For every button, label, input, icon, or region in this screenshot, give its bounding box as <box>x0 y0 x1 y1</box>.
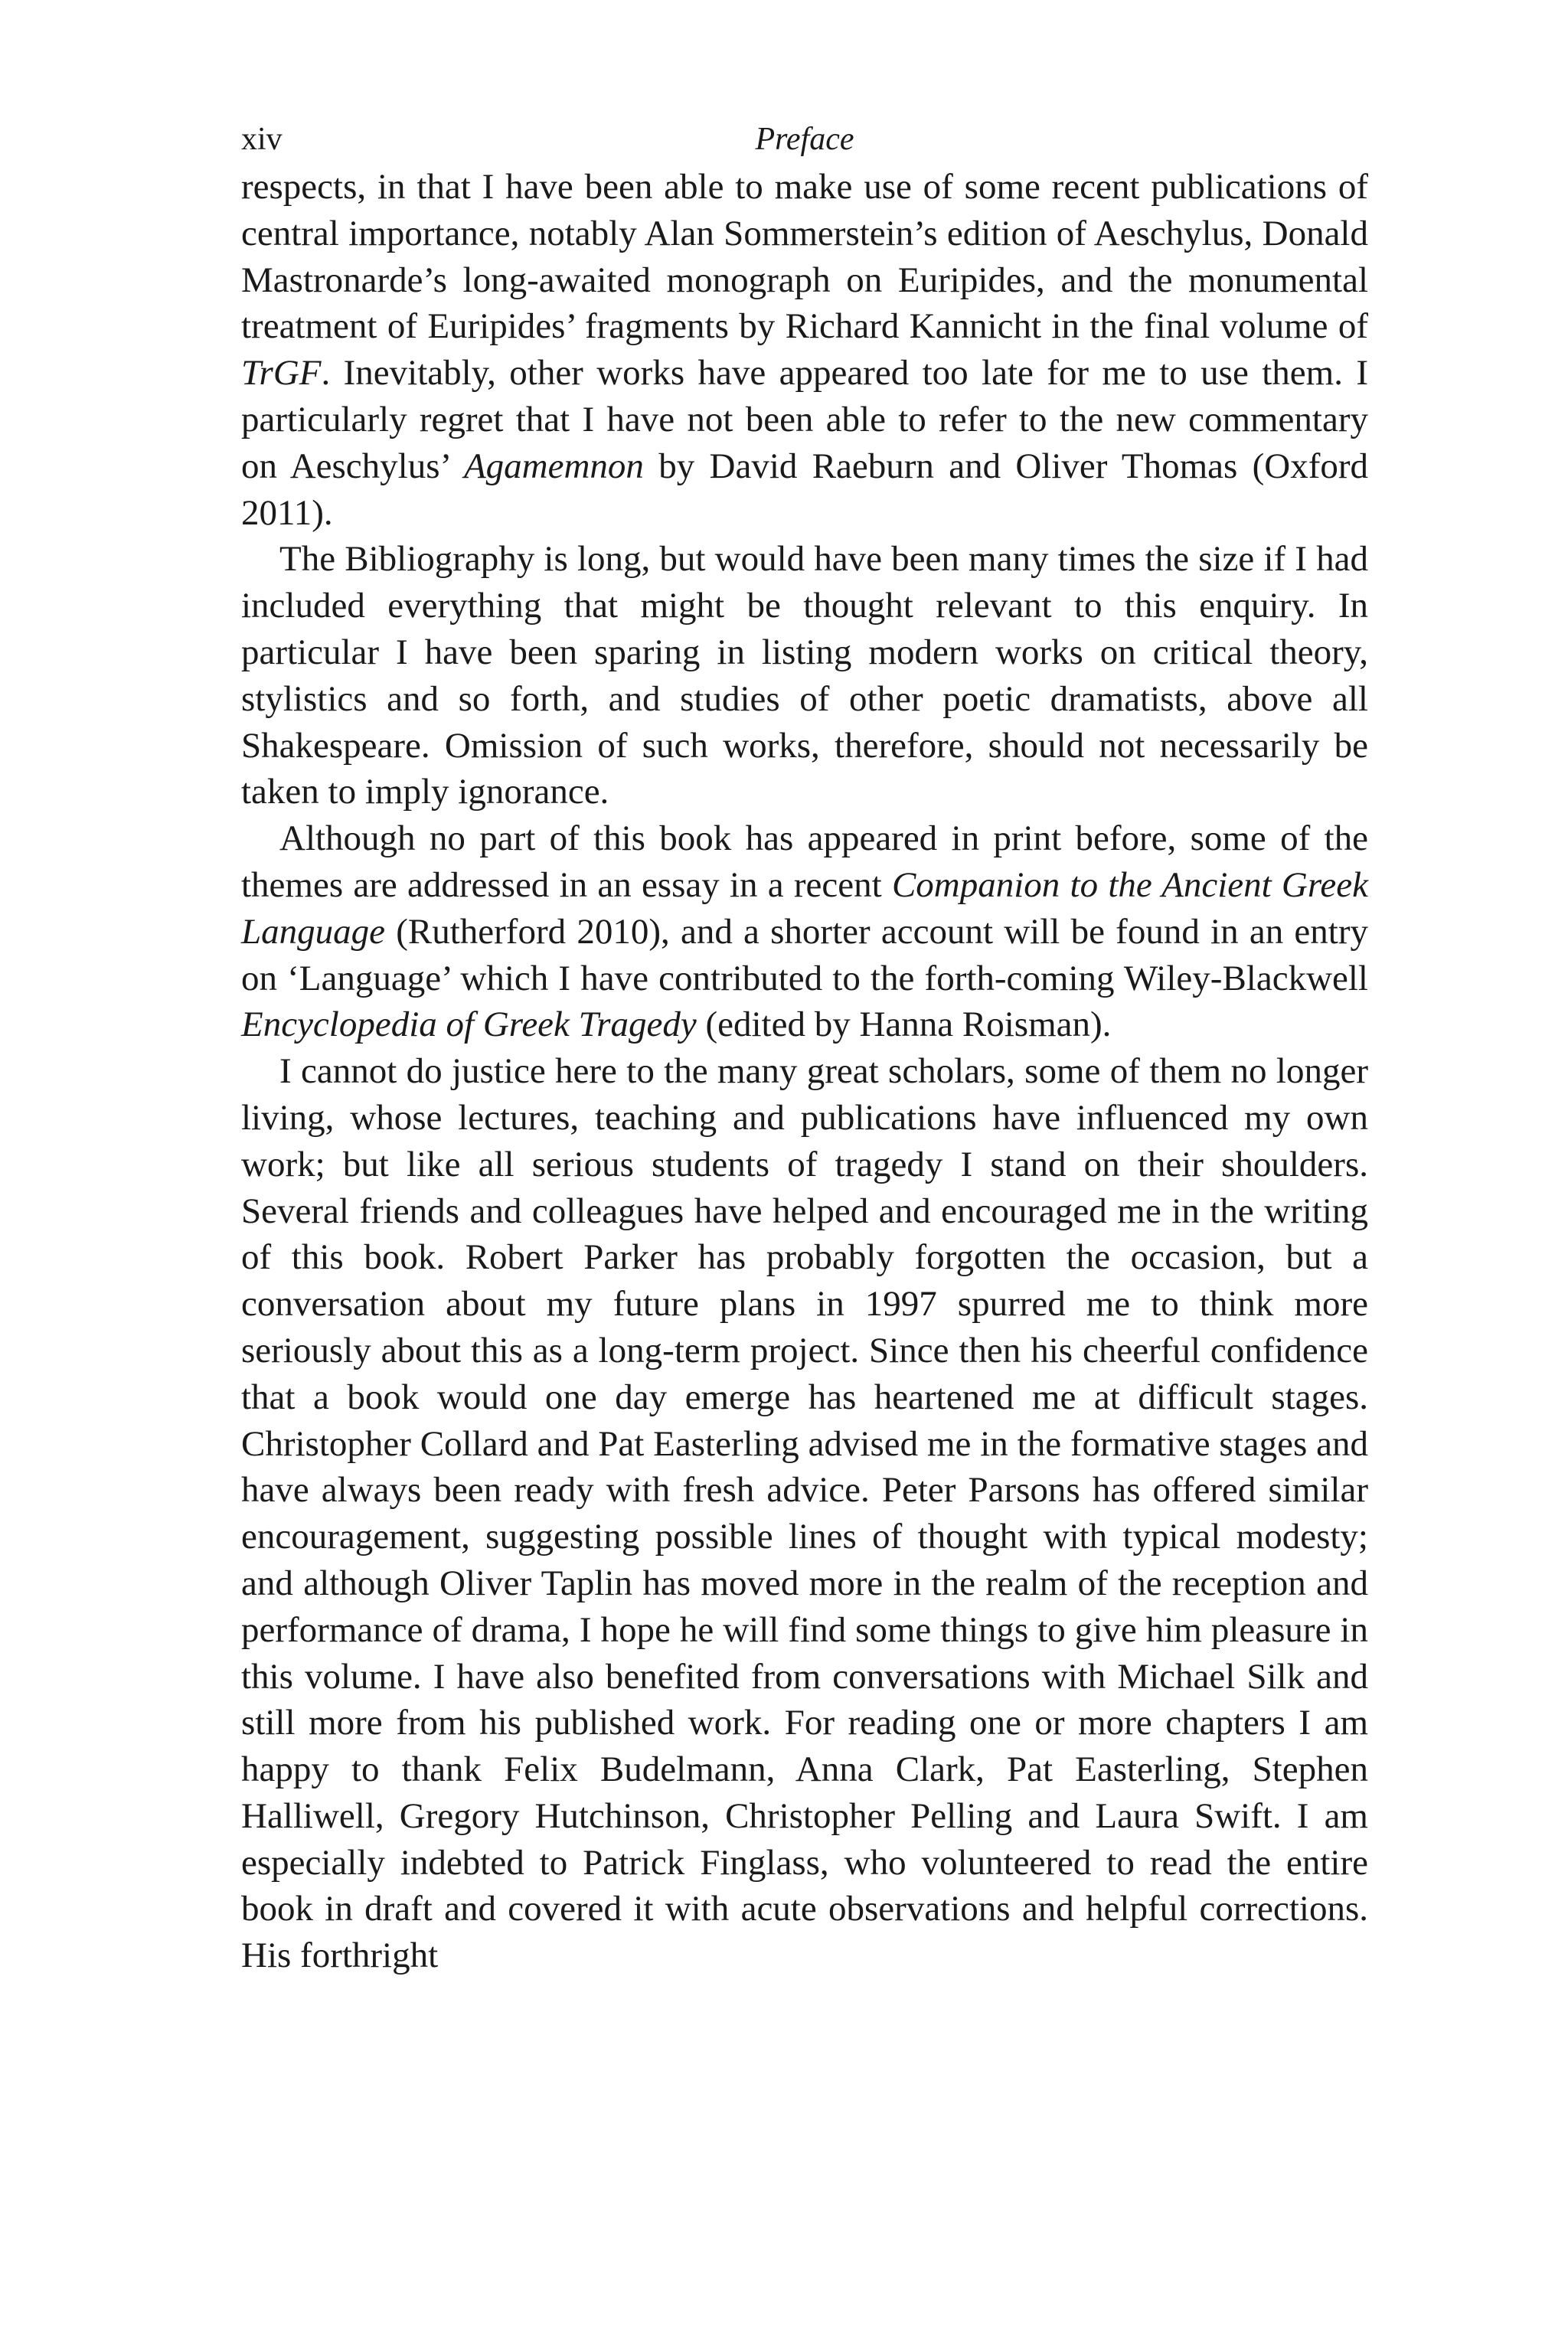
text-segment: respects, in that I have been able to make use of some recent publications of central importance, notably Alan Sommerstein’s edition of Aeschylus, Donald Mastronarde’s long-awaited monograph on Euripides, and the monumental treatment of Euripides’ fragments by Richard Kannicht in the final volume of <box>241 167 1368 347</box>
running-head <box>241 115 1368 164</box>
body-text <box>241 164 1368 1979</box>
text-segment: Although no part of this book has appeared in print before, some of the themes are addressed in an essay in a recent <box>241 818 1368 905</box>
paragraph-1 <box>241 164 1368 536</box>
text-segment: by David Raeburn and Oliver Thomas (Oxford 2011). <box>241 446 1368 533</box>
text-segment: I cannot do justice here to the many great scholars, some of them no longer living, whose lectures, teaching and publications have influenced my own work; but like all serious students of tragedy I stand on their shoulders. Several friends and colleagues have helped and encouraged me in the writing of this book. Robert Parker has probably forgotten the occasion, but a conversation about my future plans in 1997 spurred me to think more seriously about this as a long-term project. Since then his cheerful confidence that a book would one day emerge has heartened me at difficult stages. Christopher Collard and Pat Easterling advised me in the formative stages and have always been ready with fresh advice. Peter Parsons has offered similar encouragement, suggesting possible lines of thought with typical modesty; and although Oliver Taplin has moved more in the realm of the reception and performance of drama, I hope he will find some things to give him pleasure in this volume. I have also benefited from conversations with Michael Silk and still more from his published work. For reading one or more chapters I am happy to thank Felix Budelmann, Anna Clark, Pat Easterling, Stephen Halliwell, Gregory Hutchinson, Christopher Pelling and Laura Swift. I am especially indebted to Patrick Finglass, who volunteered to read the entire book in draft and covered it with acute observations and helpful corrections. His forthright <box>241 1051 1368 1976</box>
page-number: xiv <box>241 122 283 157</box>
italic-title-companion: Companion to the Ancient Greek Language <box>241 864 1368 952</box>
paragraph-3 <box>241 815 1368 1048</box>
italic-title-agamemnon: Agamemnon <box>463 446 644 486</box>
text-segment: . Inevitably, other works have appeared too late for me to use them. I particularly regret that I have not been able to refer to the new commentary on Aeschylus’ <box>241 353 1368 486</box>
italic-title-trgf: TrGF <box>241 353 322 394</box>
text-segment: The Bibliography is long, but would have been many times the size if I had included everything that might be thought relevant to this enquiry. In particular I have been sparing in listing modern works on critical theory, stylistics and so forth, and studies of other poetic dramatists, above all Shakespeare. Omission of such works, therefore, should not necessarily be taken to imply ignorance. <box>241 539 1368 812</box>
paragraph-2 <box>241 536 1368 815</box>
book-page <box>241 115 1368 1979</box>
paragraph-4 <box>241 1048 1368 1979</box>
italic-title-encyclopedia: Encyclopedia of Greek Tragedy <box>241 1004 697 1045</box>
running-title: Preface <box>755 122 854 157</box>
text-segment: (edited by Hanna Roisman). <box>696 1004 1112 1045</box>
text-segment: (Rutherford 2010), and a shorter account will be found in an entry on ‘Language’ which I have contributed to the forth-coming Wiley-Blackwell <box>241 911 1368 998</box>
